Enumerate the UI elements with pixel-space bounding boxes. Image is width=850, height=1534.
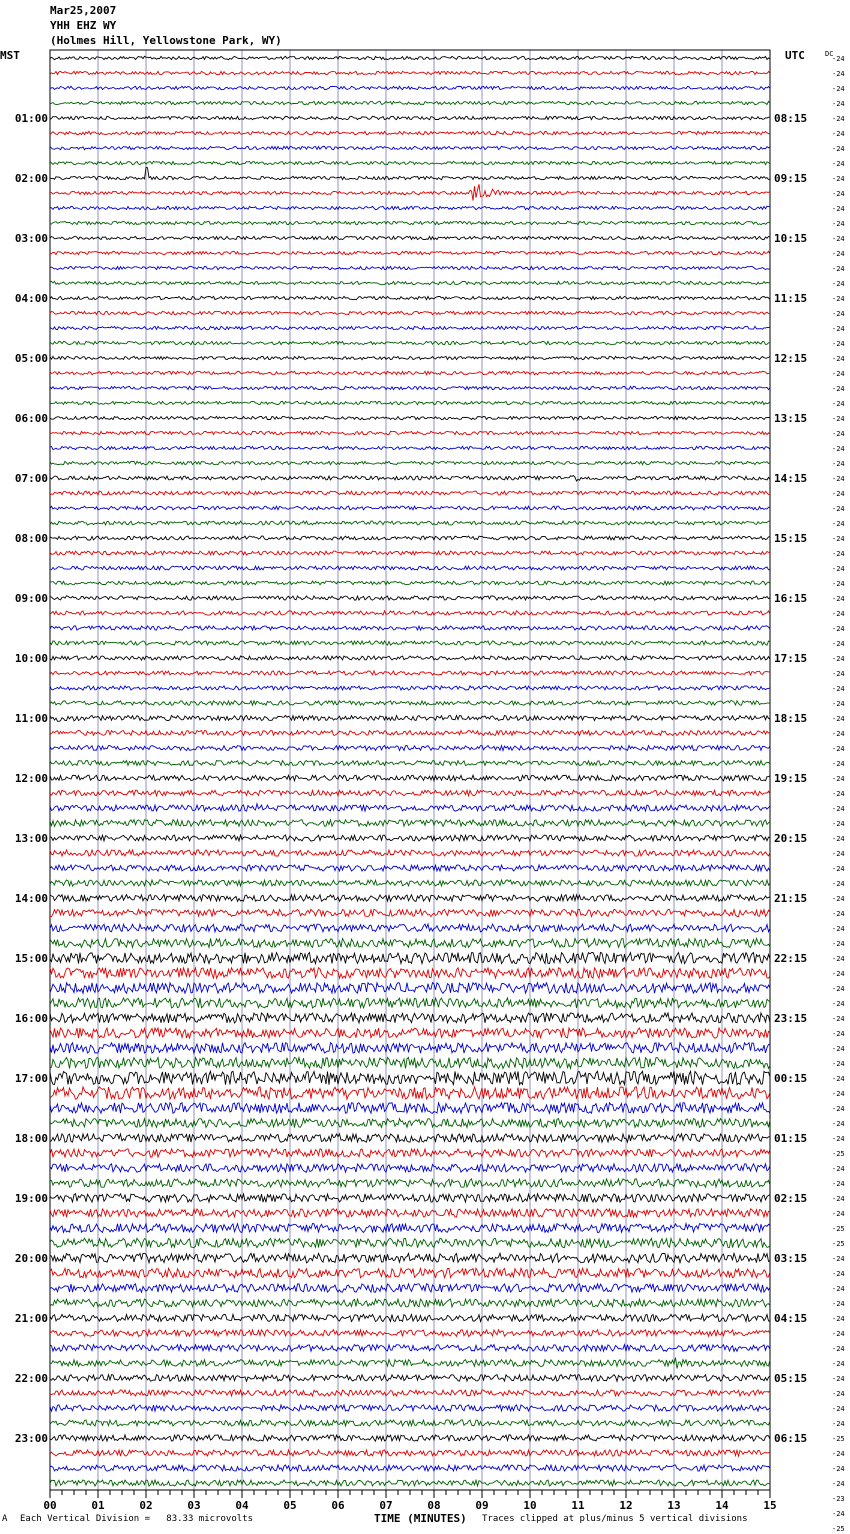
trace-row [50, 1465, 770, 1471]
trace-row [50, 1330, 770, 1337]
dc-offset: -24 [832, 1015, 845, 1023]
trace-row [50, 184, 770, 200]
x-tick-label: 13 [667, 1499, 681, 1512]
trace-row [50, 1358, 770, 1369]
dc-offset: -24 [832, 505, 845, 513]
dc-offset: -24 [832, 805, 845, 813]
dc-offset: -24 [832, 925, 845, 933]
trace-row [50, 775, 770, 781]
trace-row [50, 167, 770, 179]
dc-offset: -24 [832, 220, 845, 228]
trace-row [50, 1268, 770, 1278]
dc-offset: -24 [832, 130, 845, 138]
dc-offset: -24 [832, 280, 845, 288]
hour-label-utc: 17:15 [774, 652, 808, 665]
x-tick-label: 09 [475, 1499, 489, 1512]
dc-offset: -24 [832, 1390, 845, 1398]
dc-offset: -25 [832, 1240, 845, 1248]
trace-row [50, 386, 770, 389]
dc-offset: -24 [832, 55, 845, 63]
trace-row [50, 131, 770, 134]
trace-row [50, 371, 770, 374]
dc-offset: -25 [832, 1150, 845, 1158]
trace-row [50, 983, 770, 994]
dc-offset: -24 [832, 1195, 845, 1203]
hour-label-utc: 23:15 [774, 1012, 808, 1025]
hour-label-mst: 09:00 [14, 592, 48, 605]
trace-row [50, 431, 770, 434]
trace-row [50, 716, 770, 722]
trace-row [50, 952, 770, 963]
dc-offset: -24 [832, 730, 845, 738]
trace-row [50, 880, 770, 886]
trace-row [50, 356, 770, 359]
trace-row [50, 86, 770, 89]
hour-label-utc: 04:15 [774, 1312, 808, 1325]
trace-row [50, 461, 770, 464]
dc-offset: -24 [832, 250, 845, 258]
x-tick-label: 14 [715, 1499, 729, 1512]
hour-label-mst: 23:00 [14, 1432, 48, 1445]
dc-offset: -24 [832, 340, 845, 348]
trace-row [50, 641, 770, 645]
hour-label-mst: 07:00 [14, 472, 48, 485]
trace-row [50, 1043, 770, 1054]
dc-offset: -24 [832, 1255, 845, 1263]
hour-label-mst: 08:00 [14, 532, 48, 545]
trace-row [50, 1224, 770, 1233]
hour-label-utc: 03:15 [774, 1252, 808, 1265]
hour-label-mst: 03:00 [14, 232, 48, 245]
trace-row [50, 1345, 770, 1352]
dc-offset: -24 [832, 1300, 845, 1308]
hour-label-utc: 10:15 [774, 232, 808, 245]
dc-offset: -24 [832, 715, 845, 723]
trace-row [50, 1087, 770, 1099]
dc-offset: -24 [832, 850, 845, 858]
dc-offset: -24 [832, 985, 845, 993]
trace-row [50, 536, 770, 540]
station-code: YHH EHZ WY [50, 19, 117, 32]
dc-offset: -24 [832, 1030, 845, 1038]
hour-label-mst: 15:00 [14, 952, 48, 965]
x-axis-title: TIME (MINUTES) [374, 1512, 467, 1525]
trace-row [50, 146, 770, 149]
hour-label-mst: 01:00 [14, 112, 48, 125]
trace-row [50, 850, 770, 856]
dc-offset: -24 [832, 1180, 845, 1188]
dc-offset: -24 [832, 1405, 845, 1413]
dc-offset: -24 [832, 100, 845, 108]
trace-row [50, 1420, 770, 1426]
hour-label-utc: 01:15 [774, 1132, 808, 1145]
dc-offset: -24 [832, 1000, 845, 1008]
dc-offset: -24 [832, 295, 845, 303]
dc-offset: -24 [832, 475, 845, 483]
dc-offset: -24 [832, 970, 845, 978]
hour-label-utc: 21:15 [774, 892, 808, 905]
hour-label-mst: 04:00 [14, 292, 48, 305]
trace-row [50, 1071, 770, 1084]
trace-row [50, 939, 770, 948]
dc-offset: -25 [832, 1225, 845, 1233]
trace-row [50, 1375, 770, 1382]
x-tick-label: 05 [283, 1499, 297, 1512]
dc-offset: -24 [832, 1165, 845, 1173]
trace-row [50, 1480, 770, 1486]
hour-label-mst: 11:00 [14, 712, 48, 725]
hour-label-mst: 05:00 [14, 352, 48, 365]
trace-row [50, 746, 770, 751]
dc-offset: -24 [832, 205, 845, 213]
dc-offset: -24 [832, 895, 845, 903]
trace-row [50, 1194, 770, 1202]
dc-offset: -25 [832, 1435, 845, 1443]
trace-row [50, 401, 770, 404]
dc-offset: -24 [832, 1105, 845, 1113]
hour-label-utc: 12:15 [774, 352, 808, 365]
dc-offset: -24 [832, 940, 845, 948]
dc-offset: -24 [832, 370, 845, 378]
trace-row [50, 1103, 770, 1114]
x-tick-label: 00 [43, 1499, 57, 1512]
dc-offset: -24 [832, 70, 845, 78]
dc-offset: -24 [832, 265, 845, 273]
x-tick-label: 15 [763, 1499, 777, 1512]
dc-offset: -24 [832, 1510, 845, 1518]
trace-row [50, 206, 770, 209]
trace-row [50, 311, 770, 314]
hour-label-utc: 16:15 [774, 592, 808, 605]
trace-row [50, 790, 770, 796]
hour-label-mst: 20:00 [14, 1252, 48, 1265]
x-tick-label: 12 [619, 1499, 633, 1512]
hour-label-utc: 09:15 [774, 172, 808, 185]
trace-row [50, 909, 770, 916]
vertical-division-note: Each Vertical Division = 83.33 microvolts [20, 1514, 253, 1524]
trace-row [50, 1299, 770, 1307]
hour-label-utc: 06:15 [774, 1432, 808, 1445]
dc-offset: -24 [832, 385, 845, 393]
trace-row [50, 551, 770, 555]
hour-label-utc: 15:15 [774, 532, 808, 545]
dc-offset: -24 [832, 115, 845, 123]
dc-offset: -24 [832, 1330, 845, 1338]
dc-offset: -24 [832, 880, 845, 888]
hour-label-mst: 10:00 [14, 652, 48, 665]
trace-row [50, 686, 770, 690]
trace-row [50, 1284, 770, 1292]
corner-mark: A [2, 1514, 8, 1524]
trace-row [50, 611, 770, 615]
dc-offset: -24 [832, 1315, 845, 1323]
hour-label-mst: 21:00 [14, 1312, 48, 1325]
hour-label-utc: 05:15 [774, 1372, 808, 1385]
hour-label-mst: 06:00 [14, 412, 48, 425]
trace-row [50, 626, 770, 630]
hour-label-utc: 22:15 [774, 952, 808, 965]
dc-offset: -24 [832, 400, 845, 408]
dc-offset: -24 [832, 1090, 845, 1098]
dc-offset: -24 [832, 1375, 845, 1383]
dc-offset: -24 [832, 355, 845, 363]
dc-offset: -24 [832, 745, 845, 753]
hour-label-utc: 18:15 [774, 712, 808, 725]
hour-label-utc: 11:15 [774, 292, 808, 305]
dc-offset: -24 [832, 1285, 845, 1293]
trace-row [50, 761, 770, 766]
trace-row [50, 1164, 770, 1172]
dc-offset: -24 [832, 1060, 845, 1068]
trace-row [50, 1390, 770, 1396]
hour-label-mst: 14:00 [14, 892, 48, 905]
hour-label-utc: 08:15 [774, 112, 808, 125]
dc-offset: -24 [832, 1480, 845, 1488]
x-tick-label: 03 [187, 1499, 201, 1512]
trace-row [50, 101, 770, 104]
trace-row [50, 1209, 770, 1217]
left-timezone-label: MST [0, 49, 20, 62]
dc-offset: -24 [832, 460, 845, 468]
dc-offset: -24 [832, 415, 845, 423]
dc-offset: -24 [832, 1465, 845, 1473]
dc-offset: -24 [832, 430, 845, 438]
hour-label-mst: 17:00 [14, 1072, 48, 1085]
dc-offset: -24 [832, 85, 845, 93]
dc-offset: -24 [832, 625, 845, 633]
dc-offset: -24 [832, 820, 845, 828]
trace-row [50, 596, 770, 600]
dc-offset: -24 [832, 760, 845, 768]
dc-offset: -24 [832, 775, 845, 783]
x-tick-label: 07 [379, 1499, 393, 1512]
trace-row [50, 820, 770, 827]
dc-offset: -25 [832, 1525, 845, 1533]
trace-row [50, 566, 770, 570]
right-timezone-label: UTC [785, 49, 805, 62]
trace-row [50, 1435, 770, 1441]
trace-row [50, 281, 770, 284]
trace-row [50, 1057, 770, 1068]
clip-note: Traces clipped at plus/minus 5 vertical divisions [482, 1514, 748, 1524]
hour-label-mst: 13:00 [14, 832, 48, 845]
dc-offset: -24 [832, 955, 845, 963]
dc-offset: -24 [832, 1075, 845, 1083]
dc-offset: -24 [832, 685, 845, 693]
trace-row [50, 266, 770, 269]
trace-row [50, 924, 770, 932]
dc-offset: -24 [832, 790, 845, 798]
x-tick-label: 01 [91, 1499, 105, 1512]
trace-row [50, 865, 770, 871]
trace-row [50, 476, 770, 481]
trace-row [50, 491, 770, 495]
hour-label-utc: 13:15 [774, 412, 808, 425]
trace-row [50, 116, 770, 119]
dc-offset: -24 [832, 175, 845, 183]
x-tick-label: 11 [571, 1499, 585, 1512]
x-tick-label: 02 [139, 1499, 153, 1512]
hour-label-mst: 18:00 [14, 1132, 48, 1145]
trace-row [50, 221, 770, 224]
dc-offset: -24 [832, 1270, 845, 1278]
dc-label: DC [825, 50, 834, 58]
hour-label-utc: 14:15 [774, 472, 808, 485]
trace-row [50, 56, 770, 59]
dc-offset: -24 [832, 325, 845, 333]
trace-row [50, 700, 770, 705]
hour-label-utc: 20:15 [774, 832, 808, 845]
dc-offset: -24 [832, 865, 845, 873]
dc-offset: -24 [832, 310, 845, 318]
trace-row [50, 1450, 770, 1456]
trace-row [50, 581, 770, 585]
x-tick-label: 08 [427, 1499, 441, 1512]
x-tick-label: 04 [235, 1499, 249, 1512]
trace-row [50, 1013, 770, 1023]
trace-row [50, 968, 770, 979]
trace-row [50, 251, 770, 254]
dc-offset: -23 [832, 1495, 845, 1503]
trace-row [50, 1405, 770, 1411]
hour-label-mst: 16:00 [14, 1012, 48, 1025]
x-tick-label: 06 [331, 1499, 345, 1512]
hour-label-utc: 02:15 [774, 1192, 808, 1205]
dc-offset: -24 [832, 550, 845, 558]
dc-offset: -24 [832, 700, 845, 708]
dc-offset: -24 [832, 670, 845, 678]
hour-label-mst: 22:00 [14, 1372, 48, 1385]
trace-row [50, 326, 770, 329]
dc-offset: -24 [832, 1450, 845, 1458]
trace-row [50, 71, 770, 74]
trace-row [50, 416, 770, 419]
dc-offset: -24 [832, 835, 845, 843]
dc-offset: -24 [832, 235, 845, 243]
trace-row [50, 236, 770, 239]
dc-offset: -24 [832, 595, 845, 603]
trace-row [50, 506, 770, 510]
dc-offset: -24 [832, 910, 845, 918]
dc-offset: -24 [832, 655, 845, 663]
trace-row [50, 341, 770, 344]
dc-offset: -24 [832, 1210, 845, 1218]
dc-offset: -24 [832, 640, 845, 648]
dc-offset: -24 [832, 1345, 845, 1353]
dc-offset: -24 [832, 580, 845, 588]
dc-offset: -24 [832, 520, 845, 528]
hour-label-mst: 12:00 [14, 772, 48, 785]
dc-offset: -24 [832, 160, 845, 168]
dc-offset: -24 [832, 565, 845, 573]
dc-offset: -24 [832, 190, 845, 198]
trace-row [50, 1028, 770, 1038]
station-location: (Holmes Hill, Yellowstone Park, WY) [50, 34, 282, 47]
x-tick-label: 10 [523, 1499, 537, 1512]
dc-offset: -24 [832, 145, 845, 153]
trace-row [50, 656, 770, 660]
trace-row [50, 521, 770, 525]
dc-offset: -24 [832, 490, 845, 498]
dc-offset: -24 [832, 1120, 845, 1128]
hour-label-utc: 19:15 [774, 772, 808, 785]
trace-row [50, 446, 770, 449]
trace-row [50, 835, 770, 841]
trace-row [50, 895, 770, 902]
trace-row [50, 1134, 770, 1142]
trace-row [50, 296, 770, 299]
hour-label-mst: 19:00 [14, 1192, 48, 1205]
dc-offset: -24 [832, 1360, 845, 1368]
trace-row [50, 804, 770, 811]
dc-offset: -24 [832, 445, 845, 453]
dc-offset: -24 [832, 610, 845, 618]
dc-offset: -24 [832, 1135, 845, 1143]
hour-label-mst: 02:00 [14, 172, 48, 185]
trace-row [50, 998, 770, 1008]
hour-label-utc: 00:15 [774, 1072, 808, 1085]
dc-offset: -24 [832, 1420, 845, 1428]
trace-row [50, 161, 770, 164]
trace-row [50, 1238, 770, 1247]
dc-offset: -24 [832, 1045, 845, 1053]
plot-date: Mar25,2007 [50, 4, 117, 17]
trace-row [50, 1314, 770, 1321]
trace-row [50, 731, 770, 736]
dc-offset: -24 [832, 535, 845, 543]
trace-row [50, 1149, 770, 1157]
trace-row [50, 1119, 770, 1128]
trace-row [50, 1253, 770, 1263]
trace-row [50, 671, 770, 675]
trace-row [50, 1179, 770, 1187]
